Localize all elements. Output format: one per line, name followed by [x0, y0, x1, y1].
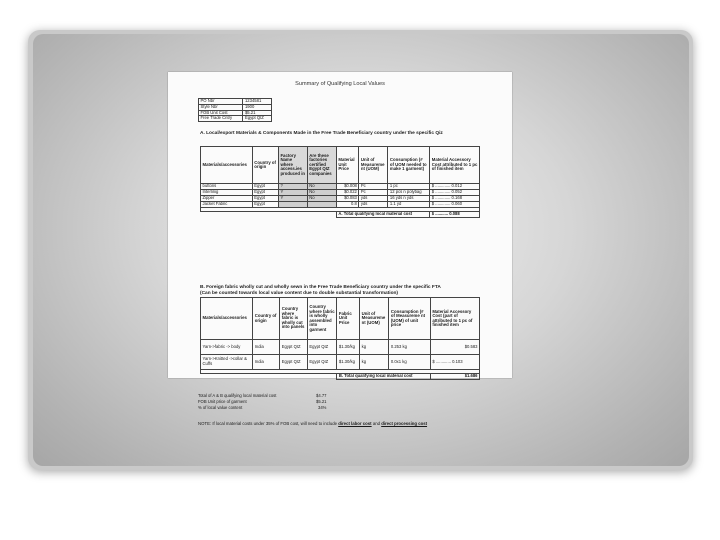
table-cell: $ ............. 0.060 — [430, 202, 480, 208]
total-row — [201, 212, 480, 218]
column-header: Material Unit Price — [336, 147, 358, 184]
table-cell: ? — [278, 184, 307, 190]
column-header: Fabric Unit Price — [337, 298, 360, 340]
total-label: B. Total qualifying local material cost — [337, 374, 430, 380]
info-value: Egypt QIZ — [243, 116, 272, 122]
column-header: Country of origin — [253, 298, 280, 340]
table-cell: Yarn->fabric -> body — [201, 340, 253, 355]
column-header: Material Accessory Cost attributed to 1 pc of finished item — [430, 147, 480, 184]
table-cell: Egypt QIZ — [307, 340, 336, 355]
table-cell: $ ............. 0.168 — [430, 196, 480, 202]
table-cell: 12 pcs n polybag — [388, 190, 430, 196]
info-label: FOB Unit Cost — [199, 110, 243, 116]
table-cell: Jacket Fabric — [201, 202, 253, 208]
column-header: Country of origin — [252, 147, 278, 184]
column-header: Materials/accessories — [201, 147, 253, 184]
summary-value: $5.21 — [316, 399, 327, 404]
table-row — [201, 340, 480, 355]
table-cell: $ ............. 0.103 — [430, 355, 479, 370]
table-cell: 16 yds n yds — [388, 196, 430, 202]
info-label: Style Nbr — [199, 104, 243, 110]
table-cell: 0.253 kg — [389, 340, 430, 355]
column-header: Country where fabric is wholly cut into panels — [280, 298, 308, 340]
scanned-document — [168, 72, 512, 426]
table-header-row — [201, 147, 480, 184]
info-row — [199, 116, 272, 122]
table-cell: kg — [360, 355, 389, 370]
note-emphasis: direct processing cost — [381, 421, 428, 426]
table-cell: $0.583 — [430, 340, 479, 355]
column-header: Unit of Measureme nt (UOM) — [360, 298, 389, 340]
table-cell: Egypt QIZ — [280, 340, 308, 355]
table-cell: Egypt QIZ — [280, 355, 308, 370]
summary-label: FOB Unit price of garment — [198, 399, 247, 404]
table-cell: Egypt QIZ — [307, 355, 336, 370]
table-cell: buttons — [201, 184, 253, 190]
table-cell: $ ............. 0.052 — [430, 190, 480, 196]
summary-value: $4.77 — [316, 393, 327, 398]
info-value: 1234581 — [243, 99, 272, 105]
blank-cell — [201, 374, 337, 380]
table-cell: India — [253, 355, 280, 370]
note-text: NOTE: If local material costs under 35% of FOB cost, will need to include — [198, 421, 339, 426]
summary-label: % of local value content — [198, 405, 243, 410]
section-b-table — [200, 297, 480, 380]
table-cell: Y — [278, 190, 307, 196]
info-value: 1900 — [243, 104, 272, 110]
table-cell: 0.0x1 kg — [389, 355, 430, 370]
column-header: Materials/accessories — [201, 298, 253, 340]
info-value: $5.21 — [243, 110, 272, 116]
column-header: Are these factories certified Egypt QIZ companies — [307, 147, 336, 184]
order-info-table — [198, 98, 272, 122]
summary-label: Total of A & B qualifying local material cost — [198, 393, 277, 398]
table-cell: No — [307, 184, 336, 190]
section-b-subheading: (Can be counted towards local value content due to double substantial transformation) — [200, 291, 399, 296]
table-cell: kg — [360, 340, 389, 355]
table-cell: 1.1 yd — [388, 202, 430, 208]
column-header: Factory Name where access.ies produced in — [278, 147, 307, 184]
table-cell: yds — [359, 202, 388, 208]
table-cell: Egypt — [252, 202, 278, 208]
column-header: Consumption (# of Measureme nt (UOM) of unit price — [389, 298, 430, 340]
table-cell: $0.083 — [336, 196, 358, 202]
column-header: Material Accessory Cost (part of attributed to 1 pc of finished item — [430, 298, 479, 340]
table-header-row — [201, 298, 480, 340]
table-cell: Y — [278, 196, 307, 202]
table-cell: Zipper — [201, 196, 253, 202]
note-text: and — [371, 421, 382, 426]
table-cell: Egypt — [252, 184, 278, 190]
section-a-heading: A. Local/export Materials & Components Made in the Free Trade Beneficiary country under the specific Qiz — [200, 131, 443, 136]
footnote — [198, 422, 427, 427]
column-header: Consumption (# of UOM needed to make 1 garment) — [388, 147, 430, 184]
blank-cell — [201, 212, 337, 218]
table-cell: $ ............. 0.012 — [430, 184, 480, 190]
section-b-heading: B. Foreign fabric wholly cut and wholly sewn in the Free Trade Beneficiary country under the specific FTA — [200, 285, 441, 290]
table-cell: Yarn->Knitted ->collar & Cuffs — [201, 355, 253, 370]
table-cell: $0.022 — [336, 190, 358, 196]
table-cell: Pc — [359, 190, 388, 196]
total-label: A. Total qualifying local material cost — [336, 212, 429, 218]
table-cell: India — [253, 340, 280, 355]
summary-value: 34% — [318, 405, 327, 410]
info-label: Free Trade Cntry — [199, 116, 243, 122]
info-label: PO Nbr — [199, 99, 243, 105]
table-cell: $0.008 — [336, 184, 358, 190]
table-cell: No — [307, 196, 336, 202]
total-value: $1.686 — [430, 374, 479, 380]
note-emphasis: direct labor cost — [338, 421, 372, 426]
column-header: Unit of Measureme nt (UOM) — [359, 147, 388, 184]
table-cell: Egypt — [252, 196, 278, 202]
table-cell: No — [307, 190, 336, 196]
document-title: Summary of Qualifying Local Values — [295, 81, 385, 87]
table-cell: $1.30/kg — [337, 340, 360, 355]
table-cell: yds — [359, 196, 388, 202]
total-value: $ ........... 0.088 — [430, 212, 480, 218]
table-cell: 0.8 — [336, 202, 358, 208]
section-a-table — [200, 146, 480, 218]
total-row — [201, 374, 480, 380]
table-cell: Egypt — [252, 190, 278, 196]
table-cell: Pc — [359, 184, 388, 190]
table-cell: 1 pc — [388, 184, 430, 190]
column-header: Country where fabric is wholly assembled into garment — [307, 298, 336, 340]
table-row — [201, 355, 480, 370]
table-cell: $1.30/kg — [337, 355, 360, 370]
table-cell: Interlinig — [201, 190, 253, 196]
